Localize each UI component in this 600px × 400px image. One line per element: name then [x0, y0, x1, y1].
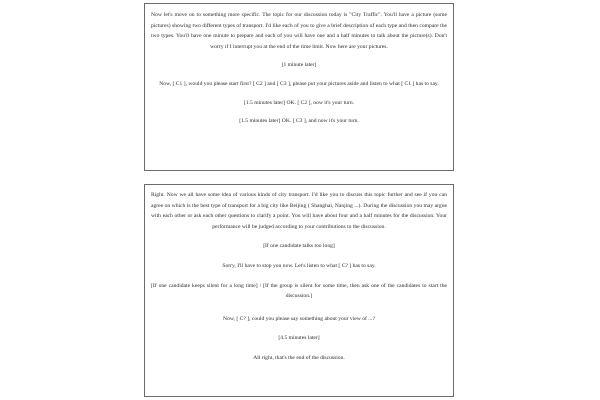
one-minute-later-note: [1 minute later] [281, 62, 317, 69]
section2-intro: Right. Now we all have some idea of various kinds of city transport. I'd like you to discuss this topic further and see if you can agree on which is the best type of transport for a big city like Beijing ( Shanghai, Nanjing ...). During the discussion you may argue with each other or ask each other questions to clarify a point. You will have about four and a half minutes for the discussion. Your performance will be judged according to your contributions to the discussion. [151, 192, 447, 230]
examiner-script-box-2 [144, 184, 454, 397]
section1-intro: Now let's move on to something more specific. The topic for our discussion today is "City Traffic". You'll have a picture (some pictures) showing two different types of transport. I'd like each of you to give a brief description of each type and then compare the two types. You'll have one minute to prepare and each of you will have one and a half minutes to talk about the picture(s). Don't worry if I interrupt you at the end of the time limit. Now here are your pictures. [151, 12, 447, 50]
stop-now-instruction: Sorry, I'll have to stop you now. Let's listen to what [ C? ] has to say. [222, 262, 376, 269]
first-turn-instruction: Now, [ C1 ], would you please start first? [ C2 ] and [ C3 ], please put your pictures aside and listen to what [ C1 ] has to say. [159, 80, 439, 87]
second-turn-instruction: [1.5 minutes later] OK. [ C2 ], now it's your turn. [243, 99, 355, 106]
silent-candidate-note: [If one candidate keeps silent for a long time] / [If the group is silent for some time, then ask one of the candidates to start the discussion.] [151, 282, 447, 300]
third-turn-instruction: [1.5 minutes later] OK. [ C3 ], and now it's your turn. [239, 118, 359, 125]
end-of-discussion-text: All right, that's the end of the discussion. [253, 354, 345, 361]
examiner-script-box-1 [144, 3, 454, 171]
talks-too-long-note: [If one candidate talks too long] [263, 243, 335, 250]
four-half-minutes-later-note: [4.5 minutes later] [278, 335, 320, 342]
prompt-view-instruction: Now, [ C? ], could you please say something about your view of ...? [223, 315, 375, 322]
